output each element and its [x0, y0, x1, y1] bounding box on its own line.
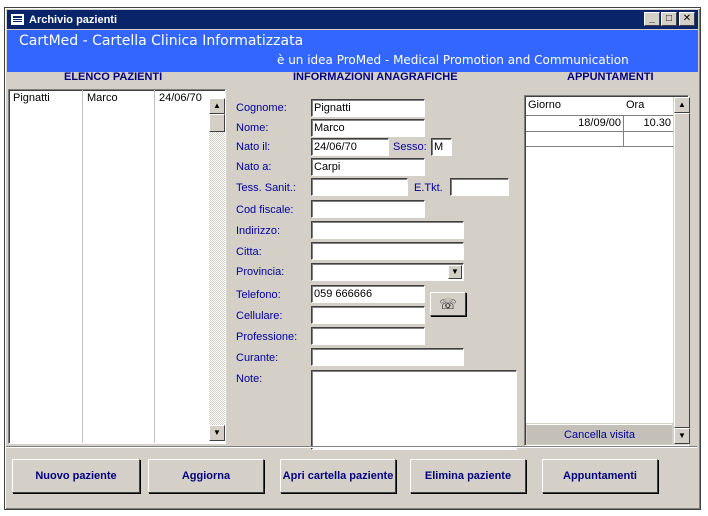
banner-subtitle: è un idea ProMed - Medical Promotion and Communication: [277, 53, 629, 67]
profession-field[interactable]: [311, 327, 425, 345]
app-banner: [7, 30, 698, 72]
citta-label: Citta:: [236, 246, 262, 258]
provincia-label: Provincia:: [236, 266, 285, 278]
refresh-button[interactable]: Aggiorna: [148, 459, 264, 493]
bottom-toolbar: [6, 446, 697, 500]
table-row[interactable]: [526, 115, 673, 131]
patient-surname: Pignatti: [13, 92, 50, 104]
dial-button[interactable]: [430, 292, 466, 316]
indirizzo-label: Indirizzo:: [236, 225, 281, 237]
cellulare-label: Cellulare:: [236, 310, 283, 322]
cod-fiscale-label: Cod fiscale:: [236, 204, 294, 216]
patient-list-heading: ELENCO PAZIENTI: [64, 71, 163, 83]
title-bar: [7, 10, 698, 29]
patient-name: Marco: [87, 92, 118, 104]
mobile-field[interactable]: [311, 306, 425, 324]
minimize-button[interactable]: _: [644, 12, 660, 26]
cancel-visit-button[interactable]: Cancella visita: [527, 424, 672, 444]
scroll-thumb[interactable]: [674, 113, 690, 428]
open-record-button[interactable]: Apri cartella paziente: [280, 459, 396, 493]
e-tkt-label: E.Tkt.: [414, 182, 443, 194]
empty-cell: [526, 132, 624, 147]
scroll-up-icon[interactable]: ▲: [209, 98, 225, 114]
chevron-down-icon[interactable]: ▼: [448, 265, 462, 279]
window-title: Archivio pazienti: [29, 13, 118, 26]
patient-list[interactable]: [8, 89, 226, 444]
note-label: Note:: [236, 373, 263, 385]
banner-title: CartMed - Cartella Clinica Informatizzata: [19, 33, 304, 49]
nome-label: Nome:: [236, 122, 269, 134]
health-card-field[interactable]: [311, 178, 408, 196]
scroll-thumb[interactable]: [209, 114, 225, 132]
appointments-grid[interactable]: [526, 97, 673, 423]
surname-column: [9, 90, 83, 443]
address-field[interactable]: [311, 221, 464, 239]
close-button[interactable]: ✕: [679, 12, 695, 26]
birth-date-field[interactable]: 24/06/70: [311, 138, 389, 156]
telefono-label: Telefono:: [236, 289, 281, 301]
name-column: [83, 90, 155, 443]
scroll-down-icon[interactable]: ▼: [674, 428, 690, 444]
phone-field[interactable]: 059 666666: [311, 285, 425, 303]
delete-patient-button[interactable]: Elimina paziente: [410, 459, 526, 493]
table-row[interactable]: [526, 131, 673, 147]
birth-place-field[interactable]: Carpi: [311, 158, 425, 176]
nato-il-label: Nato il:: [236, 141, 271, 153]
scroll-up-icon[interactable]: ▲: [674, 97, 690, 113]
appointments-panel: [524, 95, 689, 446]
city-field[interactable]: [311, 242, 464, 260]
curante-label: Curante:: [236, 352, 279, 364]
professione-label: Professione:: [236, 331, 298, 343]
appointments-heading: APPUNTAMENTI: [567, 71, 654, 83]
telephone-icon: ☏: [439, 296, 457, 312]
cognome-field[interactable]: Pignatti: [311, 99, 425, 117]
dob-column: [155, 90, 207, 443]
appointment-date: 18/09/00: [526, 116, 624, 131]
date-column-header: Giorno: [528, 99, 562, 111]
tess-sanit-label: Tess. Sanit.:: [236, 182, 296, 194]
appointment-time: 10.30: [643, 117, 671, 129]
maximize-button[interactable]: □: [661, 12, 677, 26]
e-tkt-field[interactable]: [450, 178, 509, 196]
nome-field[interactable]: Marco: [311, 119, 425, 137]
nato-a-label: Nato a:: [236, 161, 272, 173]
appointments-scrollbar[interactable]: [674, 97, 690, 444]
doctor-field[interactable]: [311, 348, 464, 366]
patient-list-scrollbar[interactable]: [209, 98, 225, 441]
form-icon: [11, 14, 24, 25]
province-select[interactable]: [311, 263, 464, 281]
sex-field[interactable]: M: [431, 138, 452, 156]
scroll-down-icon[interactable]: ▼: [209, 425, 225, 441]
window-controls: [643, 12, 695, 26]
appointments-button[interactable]: Appuntamenti: [542, 459, 658, 493]
notes-field[interactable]: [311, 370, 517, 450]
new-patient-button[interactable]: Nuovo paziente: [12, 459, 140, 493]
personal-info-heading: INFORMAZIONI ANAGRAFICHE: [293, 71, 458, 83]
time-column-header: Ora: [626, 99, 645, 111]
sesso-label: Sesso:: [393, 141, 427, 153]
patient-dob: 24/06/70: [159, 92, 202, 104]
cognome-label: Cognome:: [236, 102, 287, 114]
fiscal-code-field[interactable]: [311, 200, 425, 218]
